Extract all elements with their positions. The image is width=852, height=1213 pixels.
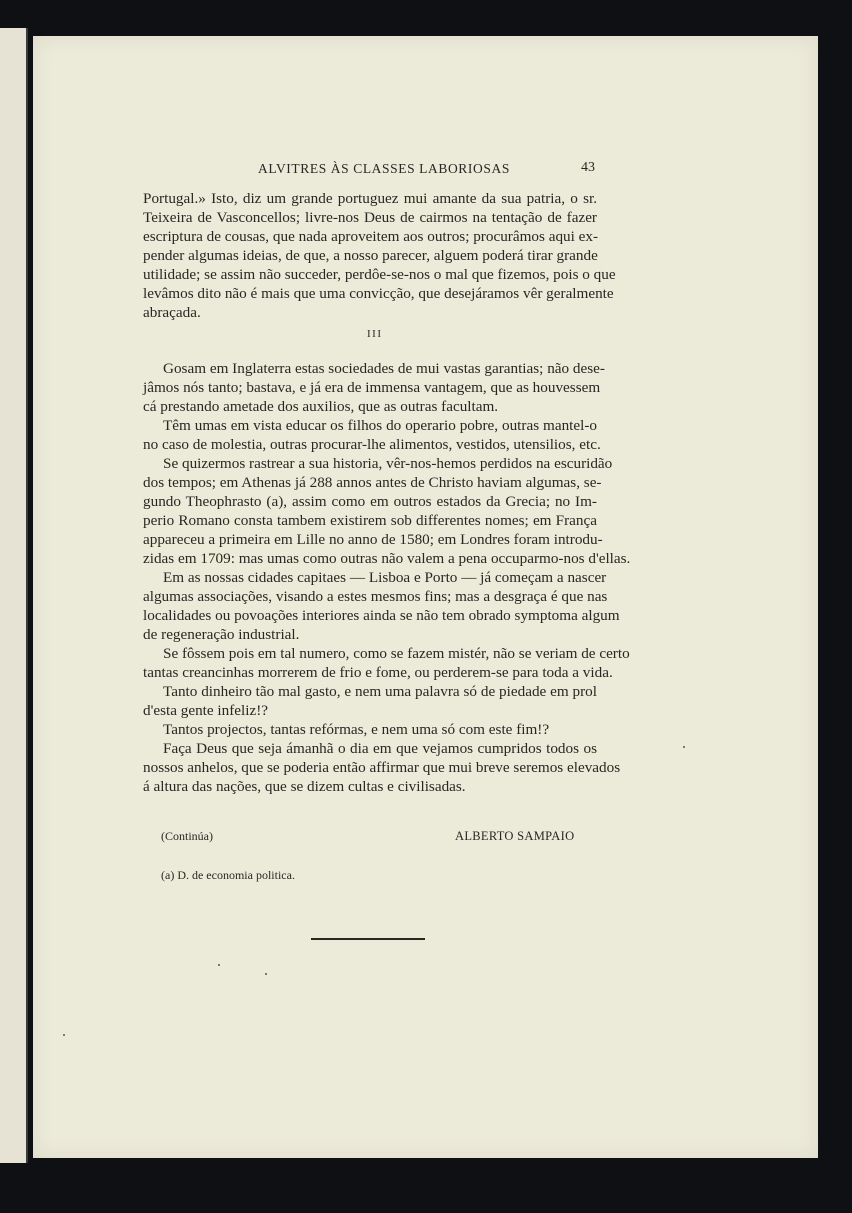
body-line: Portugal.» Isto, diz um grande portuguez mui amante da sua patria, o sr. <box>143 190 597 207</box>
page-number: 43 <box>581 160 595 175</box>
running-title: ALVITRES ÀS CLASSES LABORIOSAS <box>258 161 510 176</box>
body-line: Teixeira de Vasconcellos; livre-nos Deus de cairmos na tentação de fazer <box>143 209 597 226</box>
section-line: localidades ou povoações interiores ainda se não tem obrado symptoma algum <box>143 607 620 624</box>
section-line: nossos anhelos, que se poderia então affirmar que mui breve seremos elevados <box>143 759 621 776</box>
section-line: appareceu a primeira em Lille no anno de 1580; em Londres foram introdu- <box>143 531 603 548</box>
continued-note: (Continúa) <box>161 829 213 843</box>
body-line: pender algumas ideias, de que, a nosso parecer, alguem poderá tirar grande <box>143 247 598 264</box>
body-line: escriptura de cousas, que nada aproveitem aos outros; procurâmos aqui ex- <box>143 228 599 245</box>
section-line: Se fôssem pois em tal numero, como se fazem mistér, não se veriam de certo <box>163 645 630 662</box>
book-page <box>33 36 818 1158</box>
section-line: d'esta gente infeliz!? <box>143 702 269 719</box>
section-line: á altura das nações, que se dizem cultas e civilisadas. <box>143 778 466 795</box>
section-line: zidas em 1709: mas umas como outras não valem a pena occuparmo-nos d'ellas. <box>143 550 631 567</box>
section-line: algumas associações, visando a estes mesmos fins; mas a desgraça é que nas <box>143 588 608 605</box>
section-line: cá prestando ametade dos auxilios, que as outras facultam. <box>143 398 499 415</box>
section-line: jâmos nós tanto; bastava, e já era de immensa vantagem, que as houvessem <box>143 379 601 396</box>
footnote: (a) D. de economia politica. <box>161 868 295 882</box>
section-line: Faça Deus que seja ámanhã o dia em que vejamos cumpridos todos os <box>163 740 597 757</box>
section-line: perio Romano consta tambem existirem sob differentes nomes; em França <box>143 512 597 529</box>
section-line: Em as nossas cidades capitaes — Lisboa e Porto — já começam a nascer <box>163 569 607 586</box>
section-line: Têm umas em vista educar os filhos do operario pobre, outras mantel-o <box>163 417 597 434</box>
section-line: Tanto dinheiro tão mal gasto, e nem uma palavra só de piedade em prol <box>163 683 597 700</box>
section-line: dos tempos; em Athenas já 288 annos antes de Christo haviam algumas, se- <box>143 474 602 491</box>
section-line: de regeneração industrial. <box>143 626 300 643</box>
paper-speck <box>265 973 267 975</box>
section-line: gundo Theophrasto (a), assim como em outros estados da Grecia; no Im- <box>143 493 597 510</box>
section-line: Gosam em Inglaterra estas sociedades de mui vastas garantias; não dese- <box>163 360 605 377</box>
section-line: Se quizermos rastrear a sua historia, vêr-nos-hemos perdidos na escuridão <box>163 455 613 472</box>
left-page-edge <box>0 28 28 1163</box>
paper-speck <box>63 1034 65 1036</box>
section-line: tantas creancinhas morrerem de frio e fome, ou perderem-se para toda a vida. <box>143 664 613 681</box>
section-number: III <box>367 328 383 340</box>
paper-speck <box>683 746 685 748</box>
body-line: levâmos dito não é mais que uma convicção, que desejáramos vêr geralmente <box>143 285 614 302</box>
body-line: abraçada. <box>143 304 201 321</box>
section-line: Tantos projectos, tantas refórmas, e nem uma só com este fim!? <box>163 721 550 738</box>
section-line: no caso de molestia, outras procurar-lhe alimentos, vestidos, utensilios, etc. <box>143 436 601 453</box>
body-line: utilidade; se assim não succeder, perdôe-se-nos o mal que fizemos, pois o que <box>143 266 616 283</box>
closing-rule <box>311 938 425 940</box>
author-signature: ALBERTO SAMPAIO <box>455 829 575 843</box>
paper-speck <box>218 964 220 966</box>
